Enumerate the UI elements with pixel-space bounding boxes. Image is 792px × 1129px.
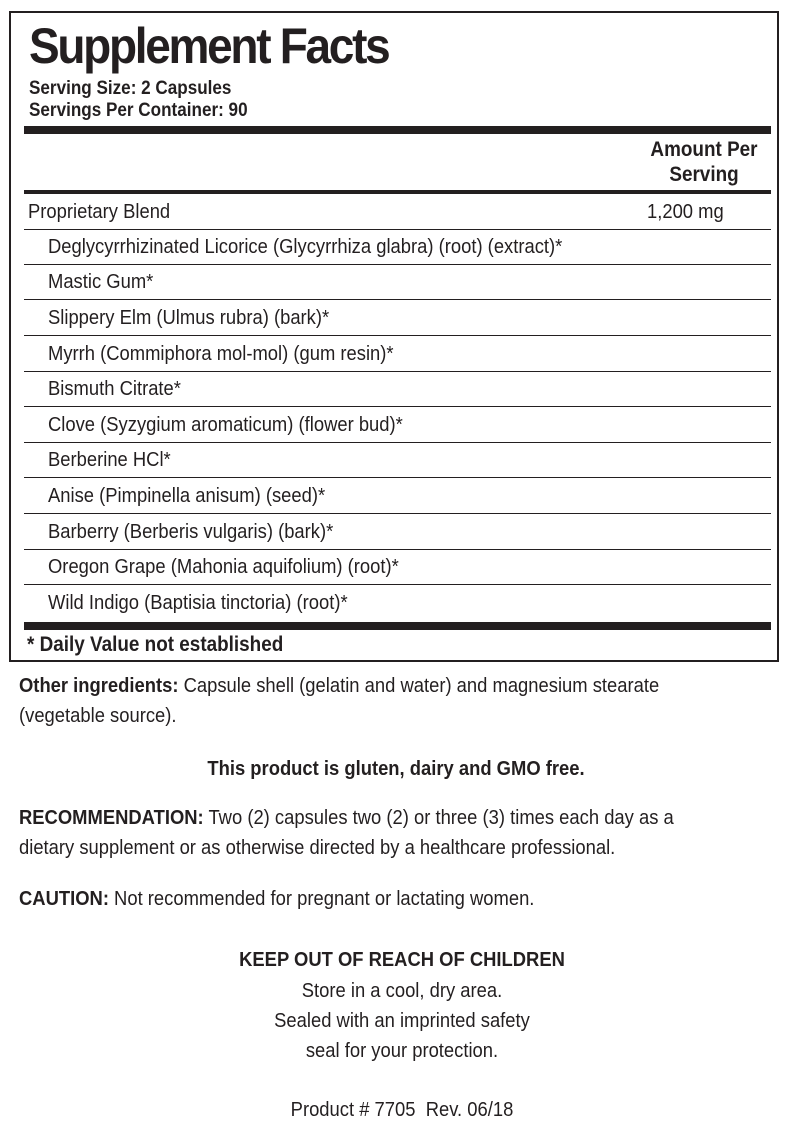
storage-line-3: seal for your protection. [305, 1040, 499, 1062]
caution: CAUTION: Not recommended for pregnant or lactating women. [19, 888, 535, 910]
top-thick-rule [24, 126, 771, 134]
bottom-thick-rule [24, 622, 771, 630]
table-row: Barberry (Berberis vulgaris) (bark)* [24, 515, 771, 550]
free-statement: This product is gluten, dairy and GMO free. [207, 758, 585, 780]
other-ingredients-label: Other ingredients: [19, 675, 179, 697]
panel-title: Supplement Facts [29, 18, 389, 74]
supplement-facts-panel [9, 11, 779, 662]
table-row: Anise (Pimpinella anisum) (seed)* [24, 479, 771, 514]
table-row-blend [24, 195, 771, 230]
table-row: Wild Indigo (Baptisia tinctoria) (root)* [48, 592, 348, 614]
table-row: Oregon Grape (Mahonia aquifolium) (root)* [24, 550, 771, 585]
table-row: Slippery Elm (Ulmus rubra) (bark)* [24, 301, 771, 336]
other-ingredients: Other ingredients: Capsule shell (gelatin and water) and magnesium stearate (vegetable source). [19, 675, 660, 727]
daily-value-note: * Daily Value not established [27, 633, 284, 656]
product-code: Product # 7705 Rev. 06/18 [290, 1099, 514, 1121]
table-row: Deglycyrrhizinated Licorice (Glycyrrhiza glabra) (root) (extract)* [24, 230, 771, 265]
table-row: Myrrh (Commiphora mol-mol) (gum resin)* [24, 337, 771, 372]
serving-size: Serving Size: 2 Capsules [29, 78, 232, 99]
storage-line-1: Store in a cool, dry area. [301, 980, 503, 1002]
table-row: Clove (Syzygium aromaticum) (flower bud)* [24, 408, 771, 443]
recommendation: RECOMMENDATION: Two (2) capsules two (2) or three (3) times each day as a dietary supplement or as otherwise directed by a healthcare professional. [19, 807, 674, 859]
recommendation-label: RECOMMENDATION: [19, 807, 204, 829]
warning-heading: KEEP OUT OF REACH OF CHILDREN [239, 949, 565, 971]
servings-per-container: Servings Per Container: 90 [29, 100, 248, 121]
blend-name: Proprietary Blend [28, 201, 171, 223]
table-row: Berberine HCl* [24, 443, 771, 478]
amount-per-serving-header: Amount Per Serving [650, 138, 758, 186]
blend-amount: 1,200 mg [647, 201, 724, 223]
header-rule [24, 190, 771, 194]
table-row: Mastic Gum* [24, 265, 771, 300]
caution-label: CAUTION: [19, 888, 109, 910]
storage-line-2: Sealed with an imprinted safety [274, 1010, 530, 1032]
table-row: Bismuth Citrate* [24, 372, 771, 407]
